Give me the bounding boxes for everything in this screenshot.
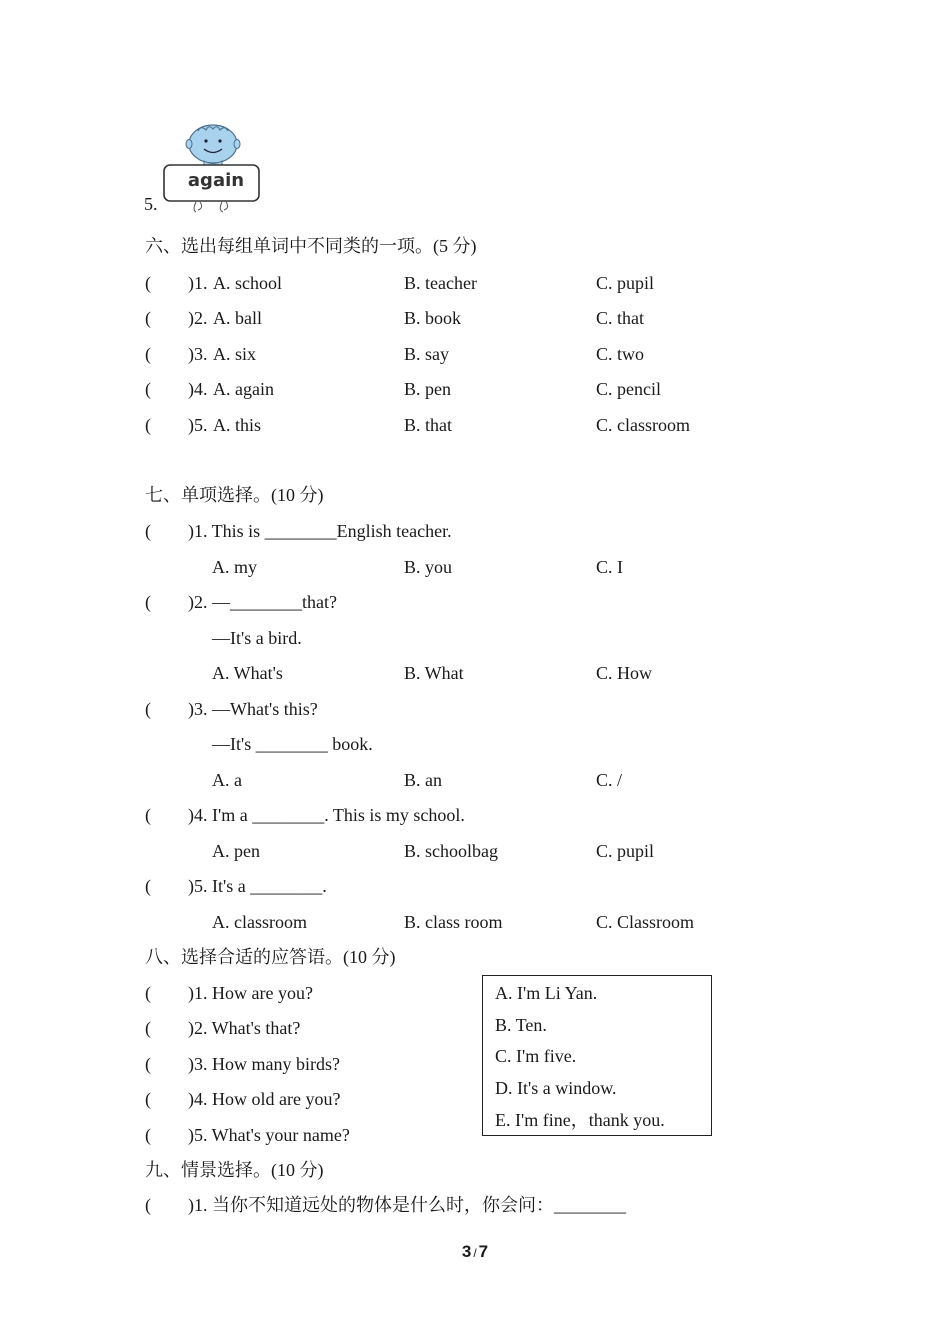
section-7-question-4-options <box>0 838 950 864</box>
item-number: )4. <box>188 379 208 399</box>
section-6-item-4 <box>0 376 950 402</box>
answer-paren[interactable]: ( <box>145 273 151 293</box>
item-number: )2. <box>188 308 208 328</box>
section-8-heading: 八、选择合适的应答语。(10 分) <box>145 947 396 967</box>
option-b: B. you <box>404 557 453 577</box>
question-stem: )5. It's a ________. <box>188 876 327 896</box>
item-number: )1. <box>188 273 208 293</box>
page-separator: / <box>473 1246 477 1260</box>
card-word: again <box>187 170 245 191</box>
option-b: B. that <box>404 415 452 435</box>
option-b: B. book <box>404 308 462 328</box>
option-b: B. pen <box>404 379 451 399</box>
question-text: )1. How are you? <box>188 983 313 1003</box>
option-a: A. a <box>212 770 242 790</box>
section-6-heading: 六、选出每组单词中不同类的一项。(5 分) <box>145 236 477 256</box>
answer-paren[interactable]: ( <box>145 1125 151 1145</box>
option-c: C. that <box>596 308 644 328</box>
option-b: B. What <box>404 663 464 683</box>
section-6-item-2 <box>0 305 950 331</box>
option-b: B. schoolbag <box>404 841 498 861</box>
answer-paren[interactable]: ( <box>145 1018 151 1038</box>
item-number: )3. <box>188 344 208 364</box>
option-a: A. six <box>213 344 257 364</box>
question-stem: )1. This is ________English teacher. <box>188 521 452 541</box>
option-a: A. classroom <box>212 912 307 932</box>
option-a: A. pen <box>212 841 260 861</box>
option-c: C. How <box>596 663 653 683</box>
section-8-question-2 <box>0 1015 950 1041</box>
question-text: )1. 当你不知道远处的物体是什么时，你会问：________ <box>188 1195 626 1215</box>
answer-options-box <box>482 975 712 1136</box>
page-current: 3 <box>461 1242 472 1261</box>
answer-paren[interactable]: ( <box>145 983 151 1003</box>
section-7-question-2 <box>0 589 950 615</box>
dialogue-reply: —It's ________ book. <box>212 734 373 754</box>
option-a: A. this <box>213 415 262 435</box>
option-c: C. I <box>596 557 623 577</box>
answer-paren[interactable]: ( <box>145 415 151 435</box>
answer-paren[interactable]: ( <box>145 1195 151 1215</box>
section-9-heading: 九、情景选择。(10 分) <box>145 1160 324 1180</box>
answer-paren[interactable]: ( <box>145 1054 151 1074</box>
section-7-question-1 <box>0 518 950 544</box>
question-text: )2. What's that? <box>188 1018 301 1038</box>
answer-paren[interactable]: ( <box>145 308 151 328</box>
section-7-question-4 <box>0 802 950 828</box>
option-b: B. an <box>404 770 442 790</box>
answer-option-c: C. I'm five. <box>495 1046 577 1066</box>
dialogue-reply: —It's a bird. <box>212 628 302 648</box>
option-c: C. pupil <box>596 273 655 293</box>
answer-option-b: B. Ten. <box>495 1015 547 1035</box>
option-c: C. classroom <box>596 415 690 435</box>
page-number <box>0 1242 950 1262</box>
question-text: )5. What's your name? <box>188 1125 350 1145</box>
section-8-question-1 <box>0 980 950 1006</box>
section-6-item-3 <box>0 341 950 367</box>
answer-paren[interactable]: ( <box>145 1089 151 1109</box>
section-9-question-1 <box>0 1192 950 1218</box>
option-b: B. teacher <box>404 273 477 293</box>
section-7-heading: 七、单项选择。(10 分) <box>145 485 324 505</box>
question-text: )4. How old are you? <box>188 1089 341 1109</box>
answer-paren[interactable]: ( <box>145 876 151 896</box>
answer-option-d: D. It's a window. <box>495 1078 617 1098</box>
option-a: A. school <box>213 273 282 293</box>
question-stem: )4. I'm a ________. This is my school. <box>188 805 465 825</box>
boy-holding-word-card-illustration <box>160 122 264 214</box>
section-7-question-1-options <box>0 554 950 580</box>
item-number: )5. <box>188 415 208 435</box>
option-a: A. again <box>213 379 274 399</box>
option-a: A. ball <box>213 308 262 328</box>
option-c: C. / <box>596 770 623 790</box>
section-7-question-2-reply <box>0 625 950 651</box>
answer-paren[interactable]: ( <box>145 699 151 719</box>
option-a: A. my <box>212 557 257 577</box>
answer-paren[interactable]: ( <box>145 344 151 364</box>
option-a: A. What's <box>212 663 283 683</box>
section-7-question-5-options <box>0 909 950 935</box>
section-7-question-3-reply <box>0 731 950 757</box>
answer-paren[interactable]: ( <box>145 805 151 825</box>
answer-paren[interactable]: ( <box>145 379 151 399</box>
answer-option-a: A. I'm Li Yan. <box>495 983 598 1003</box>
section-7-question-3 <box>0 696 950 722</box>
option-c: C. Classroom <box>596 912 695 932</box>
section-8-question-3 <box>0 1051 950 1077</box>
page-total: 7 <box>478 1242 489 1261</box>
answer-option-e: E. I'm fine，thank you. <box>495 1110 665 1130</box>
section-6-item-1 <box>0 270 950 296</box>
answer-paren[interactable]: ( <box>145 521 151 541</box>
option-b: B. say <box>404 344 449 364</box>
section-7-question-3-options <box>0 767 950 793</box>
question-text: )3. How many birds? <box>188 1054 340 1074</box>
answer-paren[interactable]: ( <box>145 592 151 612</box>
option-c: C. two <box>596 344 645 364</box>
section-8-question-4 <box>0 1086 950 1112</box>
question-5-number: 5. <box>144 194 158 214</box>
section-7-question-5 <box>0 873 950 899</box>
option-c: C. pupil <box>596 841 655 861</box>
question-stem: )2. —________that? <box>188 592 337 612</box>
option-c: C. pencil <box>596 379 661 399</box>
section-7-question-2-options <box>0 660 950 686</box>
section-8-question-5 <box>0 1122 950 1148</box>
section-6-item-5 <box>0 412 950 438</box>
option-b: B. class room <box>404 912 503 932</box>
question-stem: )3. —What's this? <box>188 699 318 719</box>
